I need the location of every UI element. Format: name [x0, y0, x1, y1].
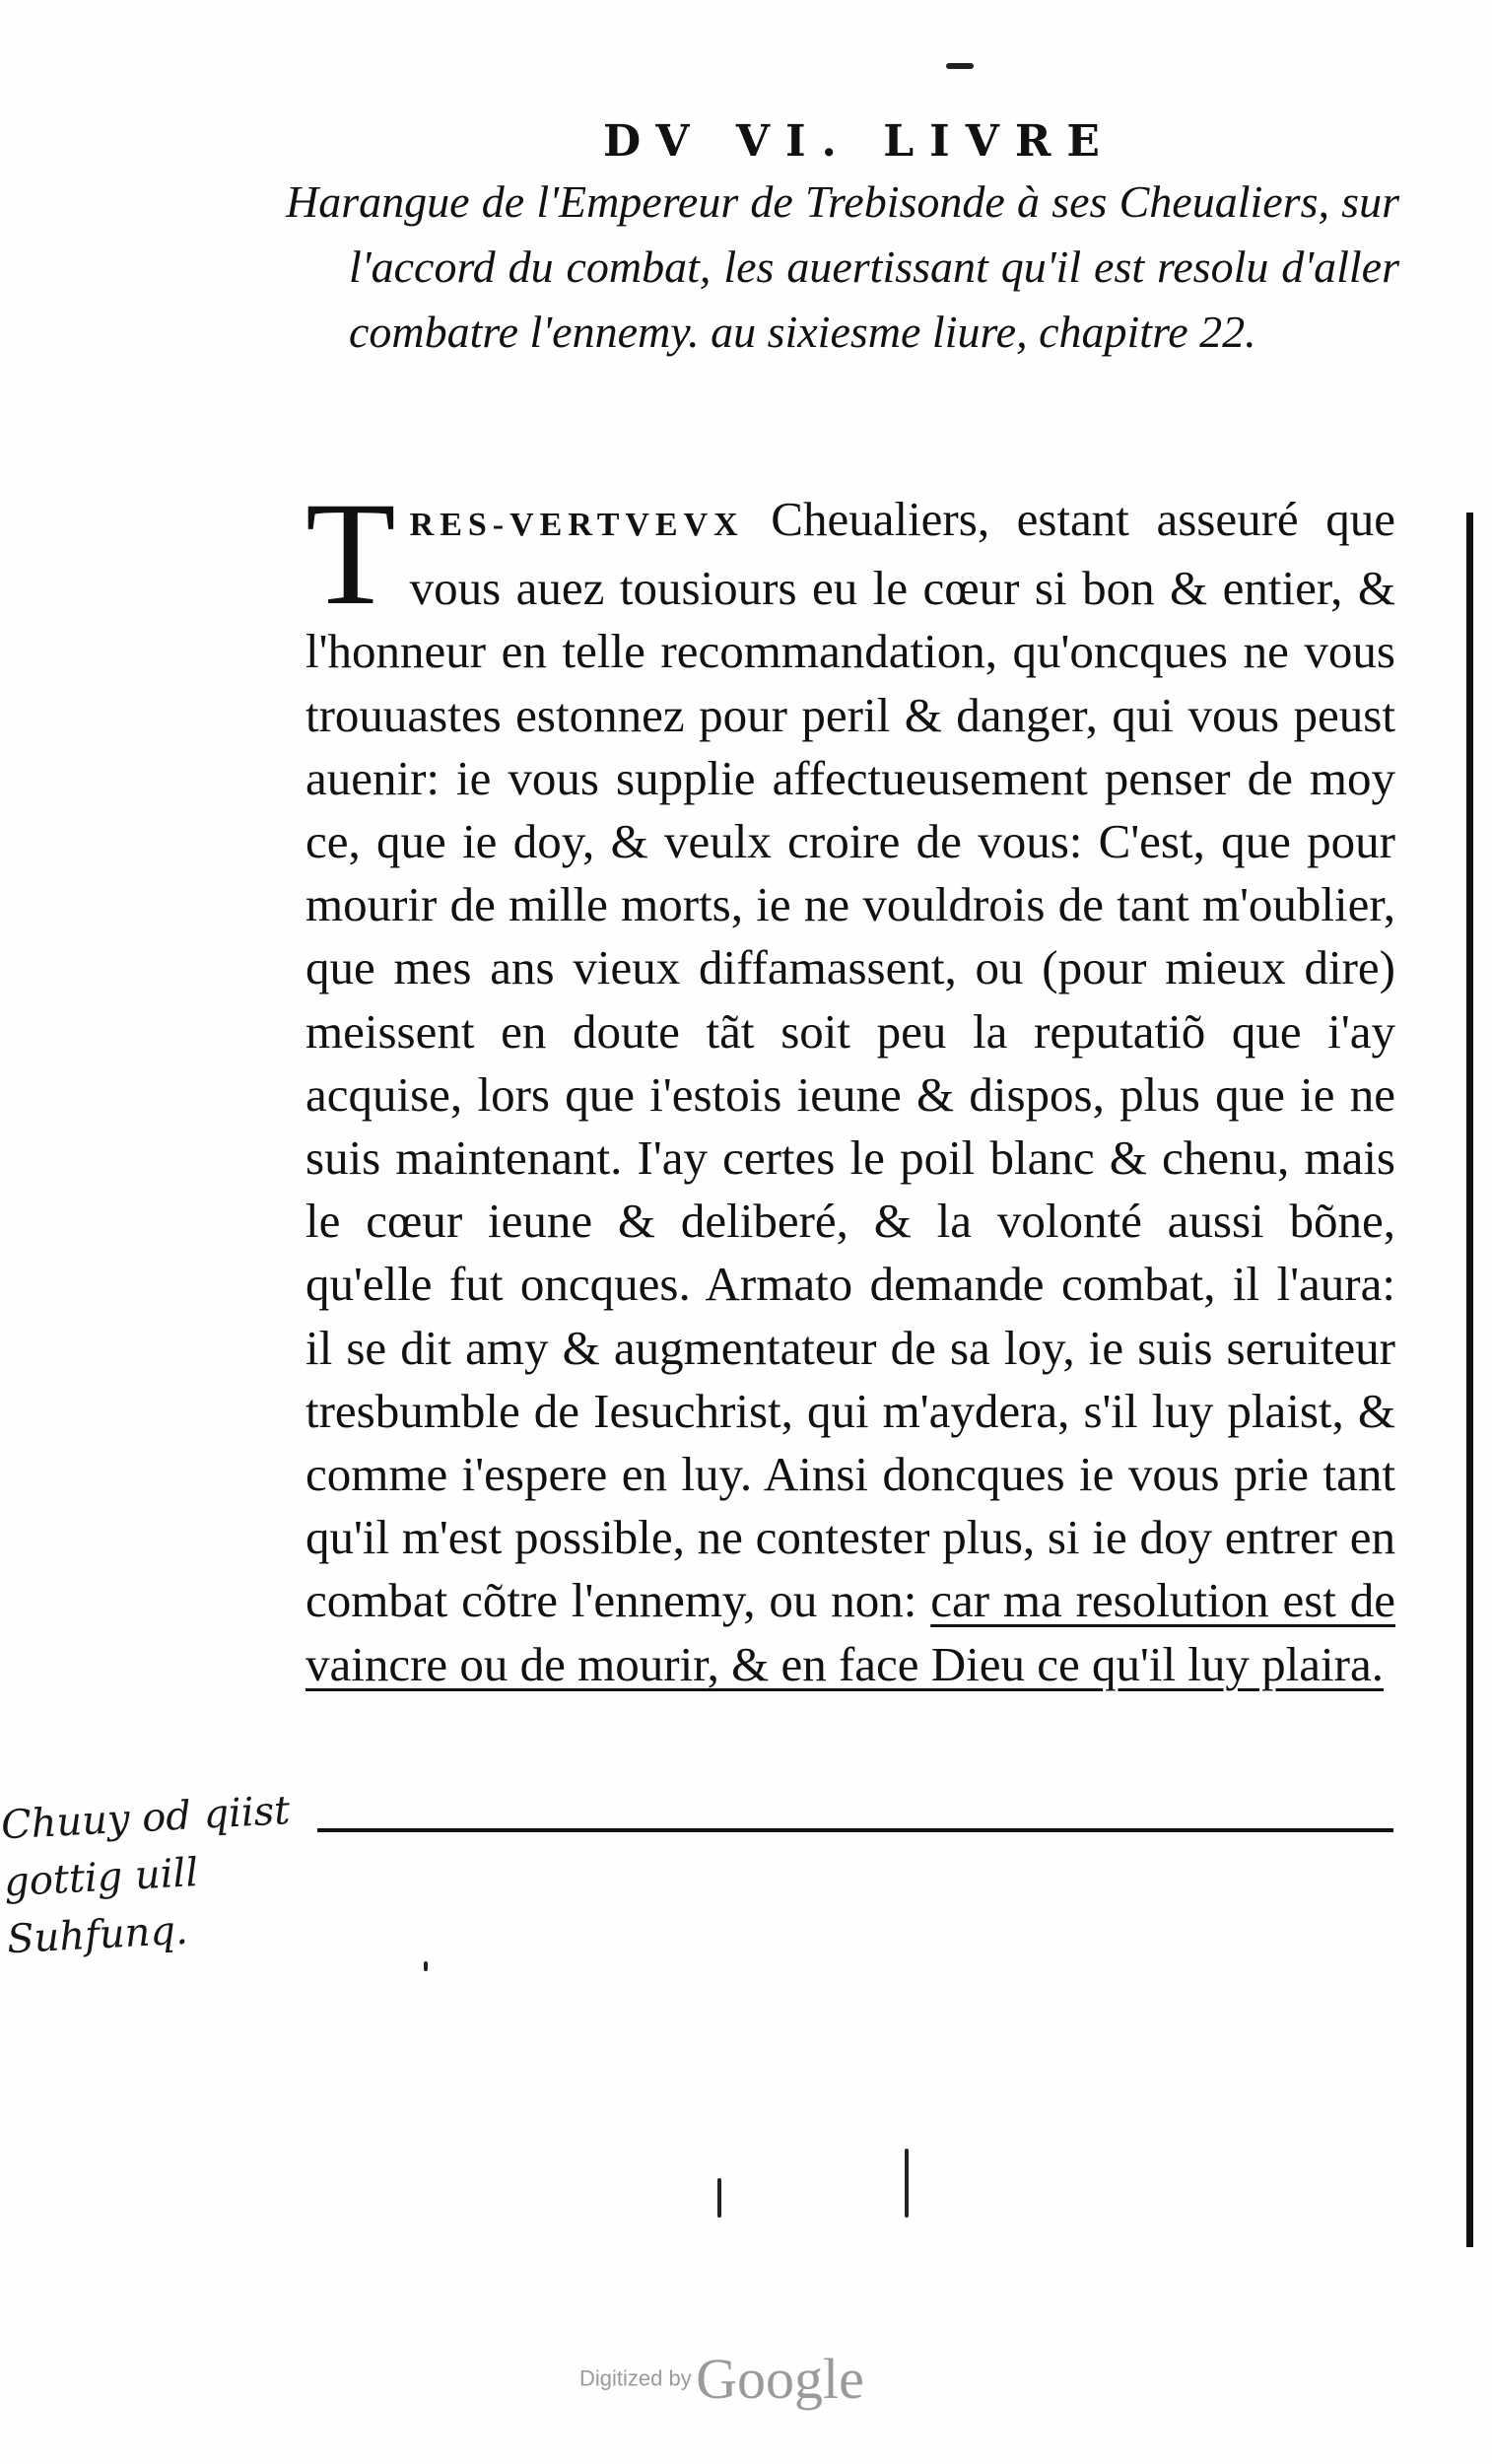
chapter-heading: Harangue de l'Empereur de Trebisonde à ses Cheualiers, sur l'accord du combat, les auertissant qu'il est resolu d'aller combatre l'ennemy. au sixiesme liure, chapitre 22. [286, 176, 1399, 357]
lead-caps: RES-VERTVEVX [409, 507, 744, 543]
ink-speck [717, 2178, 721, 2218]
ink-speck [424, 1961, 428, 1971]
underlined-passage: car ma resolution est de vaincre ou de mourir, & en face Dieu ce qu'il luy plaira. [305, 1573, 1395, 1691]
body-text-main: Cheualiers, estant asseuré que vous auez tousiours eu le cœur si bon & entier, & l'honneur en telle recommandation, qu'oncques ne vous trouuastes estonnez pour peril & danger, qui vous peust auenir: ie vous supplie affectueusement penser de moy ce, que ie doy, & veulx croire de vous: C'est, que pour mourir de mille morts, ie ne vouldrois de tant m'oublier, que mes ans vieux diffamassent, ou (pour mieux dire) meissent en doute tãt soit peu la reputatiõ que i'ay acquise, lors que i'estois ieune & dispos, plus que ie ne suis maintenant. I'ay certes le poil blanc & chenu, mais le cœur ieune & deliberé, & la volonté aussi bõne, qu'elle fut oncques. Armato demande combat, il l'aura: il se dit amy & augmentateur de sa loy, ie suis seruiteur tresbumble de Iesuchrist, qui m'aydera, s'il luy plaist, & comme i'espere en luy. Ainsi doncques ie vous prie tant qu'il m'est possible, ne contester plus, si ie doy entrer en combat cõtre l'ennemy, ou non: [305, 492, 1395, 1628]
handwritten-margin-note: Chuuy od qiist gottig uill Suhfunq. [0, 1788, 292, 1963]
pen-marking-line [317, 1828, 1393, 1832]
digitization-footer [579, 2346, 915, 2412]
body-text [305, 472, 1395, 1696]
page-mark [946, 63, 974, 69]
running-head: DV VI. LIVRE [603, 116, 1116, 167]
drop-cap: T [305, 472, 396, 636]
google-logo: Google [696, 2347, 864, 2411]
ink-speck [905, 2149, 909, 2218]
page-edge-rule [1466, 513, 1473, 2247]
digitized-by-label: Digitized by [579, 2365, 692, 2391]
